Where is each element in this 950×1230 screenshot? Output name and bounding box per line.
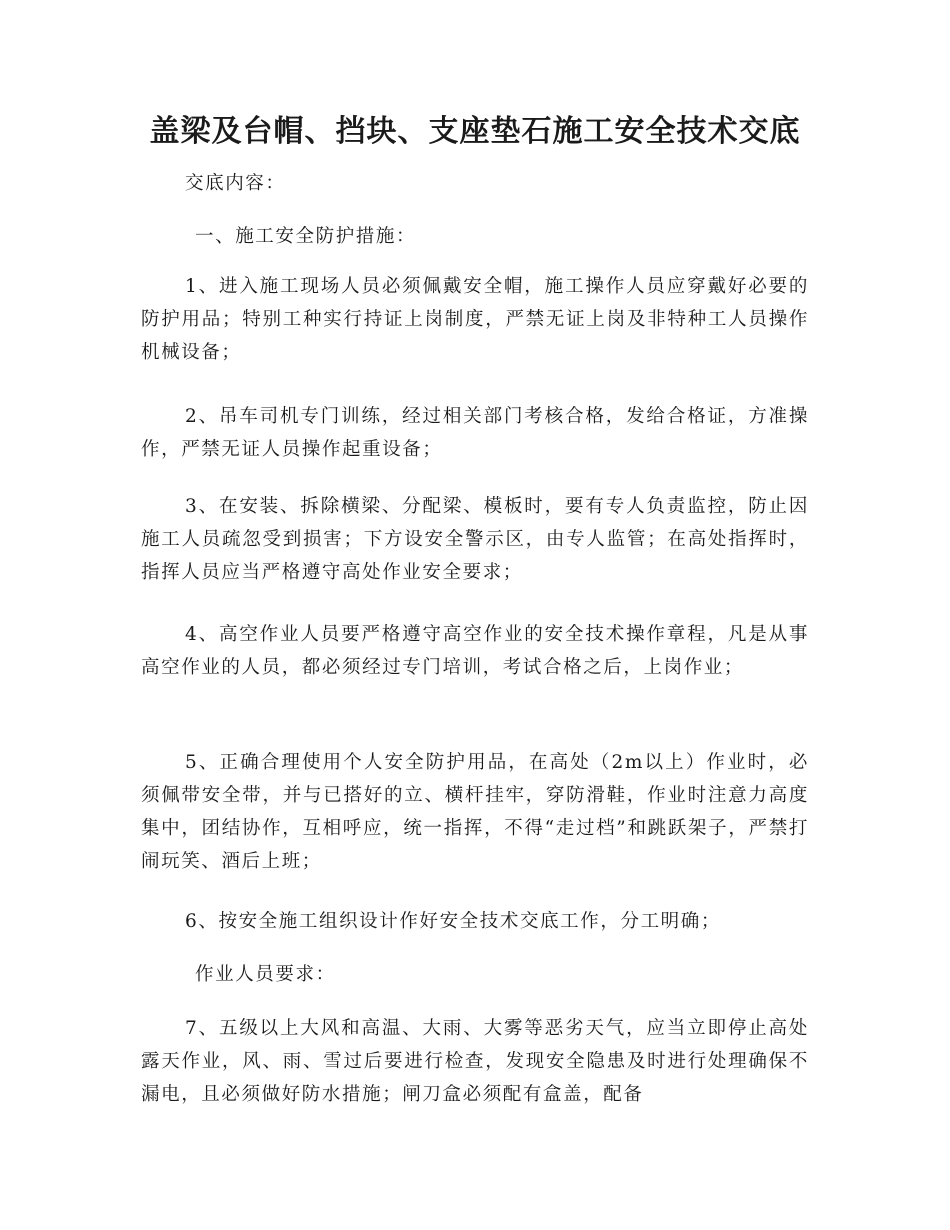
list-item: 3、在安装、拆除横梁、分配梁、模板时，要有专人负责监控，防止因施工人员疏忽受到损害；下方设安全警示区，由专人监管；在高处指挥时，指挥人员应当严格遵守高处作业安全要求； — [141, 496, 809, 583]
intro-label: 交底内容： — [185, 173, 286, 194]
list-item: 6、按安全施工组织设计作好安全技术交底工作，分工明确； — [185, 911, 721, 932]
worker-heading: 作业人员要求： — [195, 964, 336, 985]
section-heading: 一、施工安全防护措施： — [195, 226, 417, 247]
list-item: 7、五级以上大风和高温、大雨、大雾等恶劣天气，应当立即停止高处露天作业，风、雨、雪过后要进行检查，发现安全隐患及时进行处理确保不漏电，且必须做好防水措施；闸刀盒必须配有盒盖，配备 — [141, 1018, 809, 1105]
list-item: 4、高空作业人员要严格遵守高空作业的安全技术操作章程，凡是从事高空作业的人员，都必须经过专门培训，考试合格之后，上岗作业； — [141, 624, 809, 678]
list-item: 1、进入施工现场人员必须佩戴安全帽，施工操作人员应穿戴好必要的防护用品；特别工种实行持证上岗制度，严禁无证上岗及非特种工人员操作机械设备； — [141, 276, 809, 363]
list-item: 2、吊车司机专门训练，经过相关部门考核合格，发给合格证，方准操作，严禁无证人员操作起重设备； — [141, 406, 809, 460]
document-title: 盖梁及台帽、挡块、支座垫石施工安全技术交底 — [149, 114, 801, 149]
list-item: 5、正确合理使用个人安全防护用品，在高处（2m以上）作业时，必须佩带安全带，并与已搭好的立、横杆挂牢，穿防滑鞋，作业时注意力高度集中，团结协作，互相呼应，统一指挥，不得“走过档”和跳跃架子，严禁打闹玩笑、酒后上班； — [141, 752, 809, 872]
